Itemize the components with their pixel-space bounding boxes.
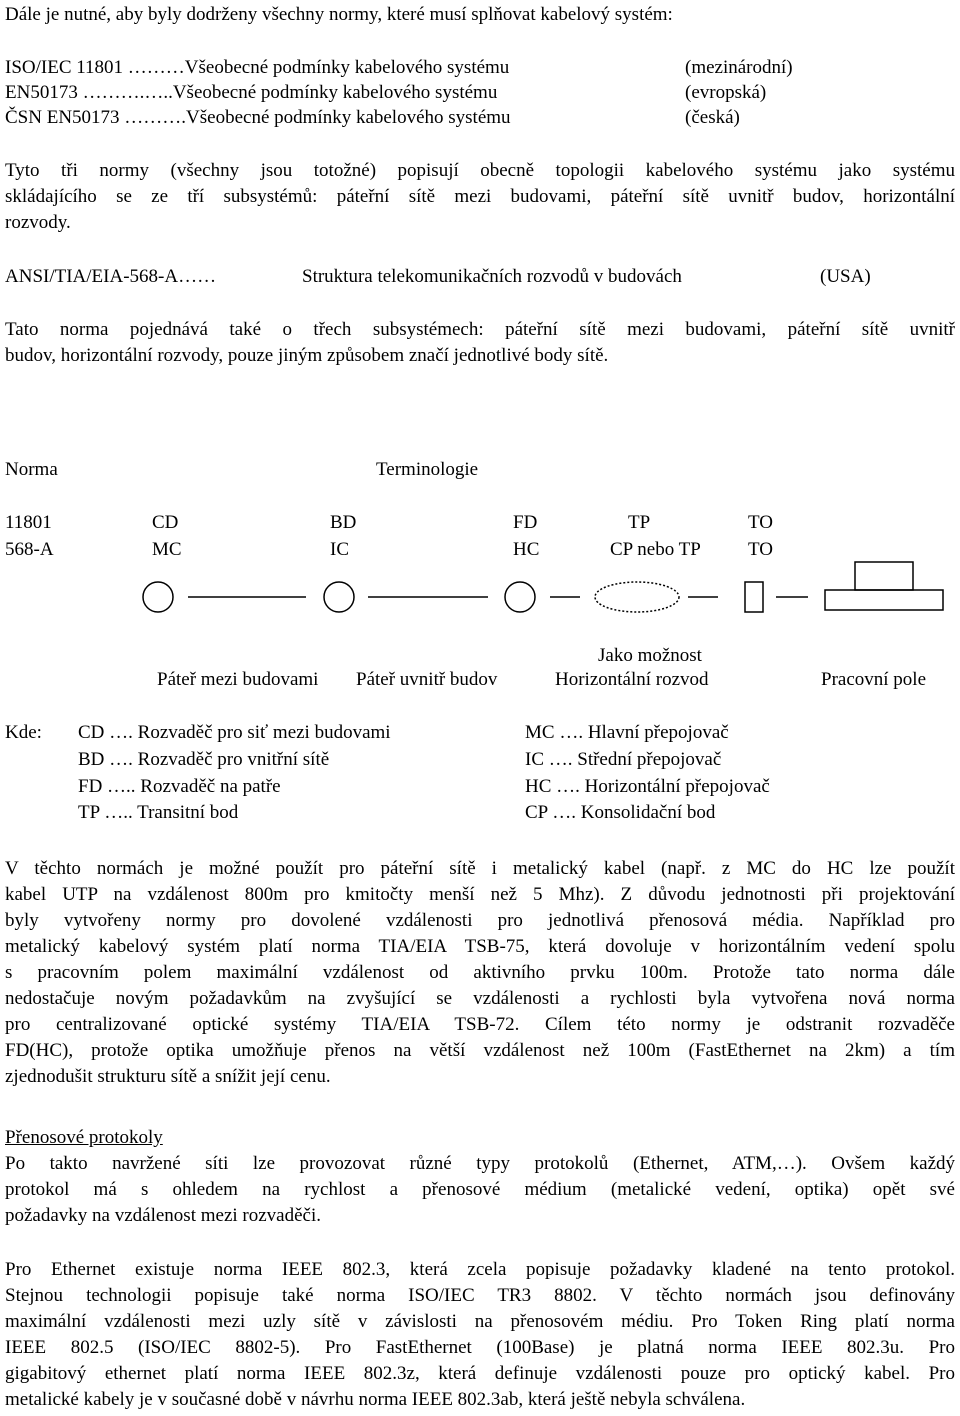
paragraph-line: s pracovním polem maximální vzdálenost od aktivního prvku 100m. Protože tato norma dále [5,962,955,983]
terms-row1-norm: 11801 [5,512,52,533]
ansi-standard-desc: Struktura telekomunikačních rozvodů v budovách [302,266,682,287]
paragraph-ieee [5,1257,955,1413]
standard-en-scope: (evropská) [685,82,767,103]
standard-en: EN50173 ……….…..Všeobecné podmínky kabelového systému [5,82,498,103]
label-option: Jako možnost [598,645,702,666]
workstation-monitor-symbol [855,562,913,590]
paragraph-line: IEEE 802.5 (ISO/IEC 8802-5). Pro FastEthernet (100Base) je platná norma IEEE 802.3u. Pro [5,1337,955,1358]
paragraph-protocols [5,1151,955,1229]
paragraph-line: metalické kabely je v současné době v návrhu norma IEEE 802.3ab, která ještě nebyla schválena. [5,1389,746,1410]
fd-node-symbol [505,582,535,612]
paragraph-line: Tyto tři normy (všechny jsou totožné) popisují obecně topologii kabelového systému jako systému [5,160,955,181]
terms-header-term: Terminologie [376,459,479,480]
label-work-area: Pracovní pole [821,669,927,690]
legend-item: CD …. Rozvaděč pro siť mezi budovami [78,722,391,743]
legend-item: MC …. Hlavní přepojovač [525,722,729,743]
paragraph-line: skládajícího se ze tří subsystémů: páteřní sítě mezi budovami, páteřní sítě uvnitř budov, horizontální [5,186,955,207]
intro-text: Dále je nutné, aby byly dodrženy všechny normy, které musí splňovat kabelový systém: [5,4,673,25]
paragraph-line: FD(HC), protože optika umožňuje přenos na větší vzdálenost než 100m (FastEthernet na 2km) a tím [5,1040,955,1061]
paragraph-line: pro centralizované optické systémy TIA/EIA TSB-72. Cílem této normy je odstranit rozvaděče [5,1014,955,1035]
paragraph-line: V těchto normách je možné použít pro páteřní sítě i metalický kabel (např. z MC do HC lze použít [5,858,955,879]
paragraph-line: byly vytvořeny normy pro dovolené vzdálenosti pro jednotlivá přenosová média. Například pro [5,910,955,931]
bd-node-symbol [324,582,354,612]
terms-row2-to: TO [748,539,773,560]
paragraph-line: rozvody. [5,212,71,233]
paragraph-line: zjednodušit strukturu sítě a snížit její cenu. [5,1066,331,1087]
terms-row2-cp: CP nebo TP [610,539,701,560]
workstation-base-symbol [825,590,943,610]
paragraph-line: budov, horizontální rozvody, pouze jiným způsobem značí jednotlivé body sítě. [5,345,609,366]
terms-row2-mc: MC [152,539,182,560]
terms-row1-tp: TP [628,512,651,533]
paragraph-line: Po takto navržené síti lze provozovat různé typy protokolů (Ethernet, ATM,…). Ovšem každý [5,1153,955,1174]
terms-row1-fd: FD [513,512,538,533]
legend-label: Kde: [5,722,42,743]
paragraph-line: kabel UTP na vzdálenost 800m pro kmitočty menší než 5 Mhz). Z důvodu jednotnosti při projektování [5,884,955,905]
terms-row1-cd: CD [152,512,179,533]
paragraph-media [5,856,955,1090]
label-backbone-building: Páteř uvnitř budov [356,669,498,690]
legend-item: HC …. Horizontální přepojovač [525,776,770,797]
legend-item: IC …. Střední přepojovač [525,749,722,770]
paragraph-line: Stejnou technologii popisuje také norma ISO/IEC TR3 8802. V těchto normách jsou definovány [5,1285,955,1306]
terms-row2-ic: IC [330,539,349,560]
legend-item: BD …. Rozvaděč pro vnitřní sítě [78,749,330,770]
ansi-standard-name: ANSI/TIA/EIA-568-A…… [5,266,217,287]
label-horizontal: Horizontální rozvod [555,669,709,690]
paragraph-line: požadavky na vzdálenost mezi rozvaděči. [5,1205,321,1226]
standard-csn: ČSN EN50173 ……….Všeobecné podmínky kabelového systému [5,107,511,128]
terms-header-norm: Norma [5,459,58,480]
paragraph-line: Pro Ethernet existuje norma IEEE 802.3, která zcela popisuje požadavky kladené na tento protokol. [5,1259,955,1280]
paragraph-line: metalický kabelový systém platí norma TIA/EIA TSB-75, která dovoluje v horizontálním vedení spolu [5,936,955,957]
paragraph-line: protokol má s ohledem na rychlost a přenosové médium (metalické vedení, optika) opět své [5,1179,955,1200]
paragraph-line: gigabitový ethernet platí norma IEEE 802.3z, která definuje vzdálenosti pouze pro optický kabel. Pro [5,1363,955,1384]
terms-row2-norm: 568-A [5,539,54,560]
paragraph-line: nedostačuje novým požadavkům na zvyšující se vzdálenosti a rychlosti byla vytvořena nová norma [5,988,955,1009]
label-backbone-campus: Páteř mezi budovami [157,669,319,690]
paragraph-topology [5,158,955,236]
paragraph-line: Tato norma pojednává také o třech subsystémech: páteřní sítě mezi budovami, páteřní sítě uvnitř [5,319,955,340]
terms-row2-hc: HC [513,539,540,560]
standard-csn-scope: (česká) [685,107,740,128]
paragraph-line: maximální vzdálenosti mezi uzly sítě v závislosti na přenosovém médiu. Pro Token Ring platí norma [5,1311,955,1332]
legend-item: TP ….. Transitní bod [78,802,239,823]
standard-iso-scope: (mezinárodní) [685,57,793,78]
outlet-symbol [745,582,763,612]
legend-item: FD ….. Rozvaděč na patře [78,776,281,797]
terms-row1-bd: BD [330,512,357,533]
cd-node-symbol [143,582,173,612]
tp-node-symbol [595,582,679,612]
ansi-standard-scope: (USA) [820,266,871,287]
terms-row1-to: TO [748,512,773,533]
standard-iso: ISO/IEC 11801 ………Všeobecné podmínky kabelového systému [5,57,510,78]
section-heading: Přenosové protokoly [5,1127,163,1148]
paragraph-ansi [5,317,955,369]
legend-item: CP …. Konsolidační bod [525,802,716,823]
